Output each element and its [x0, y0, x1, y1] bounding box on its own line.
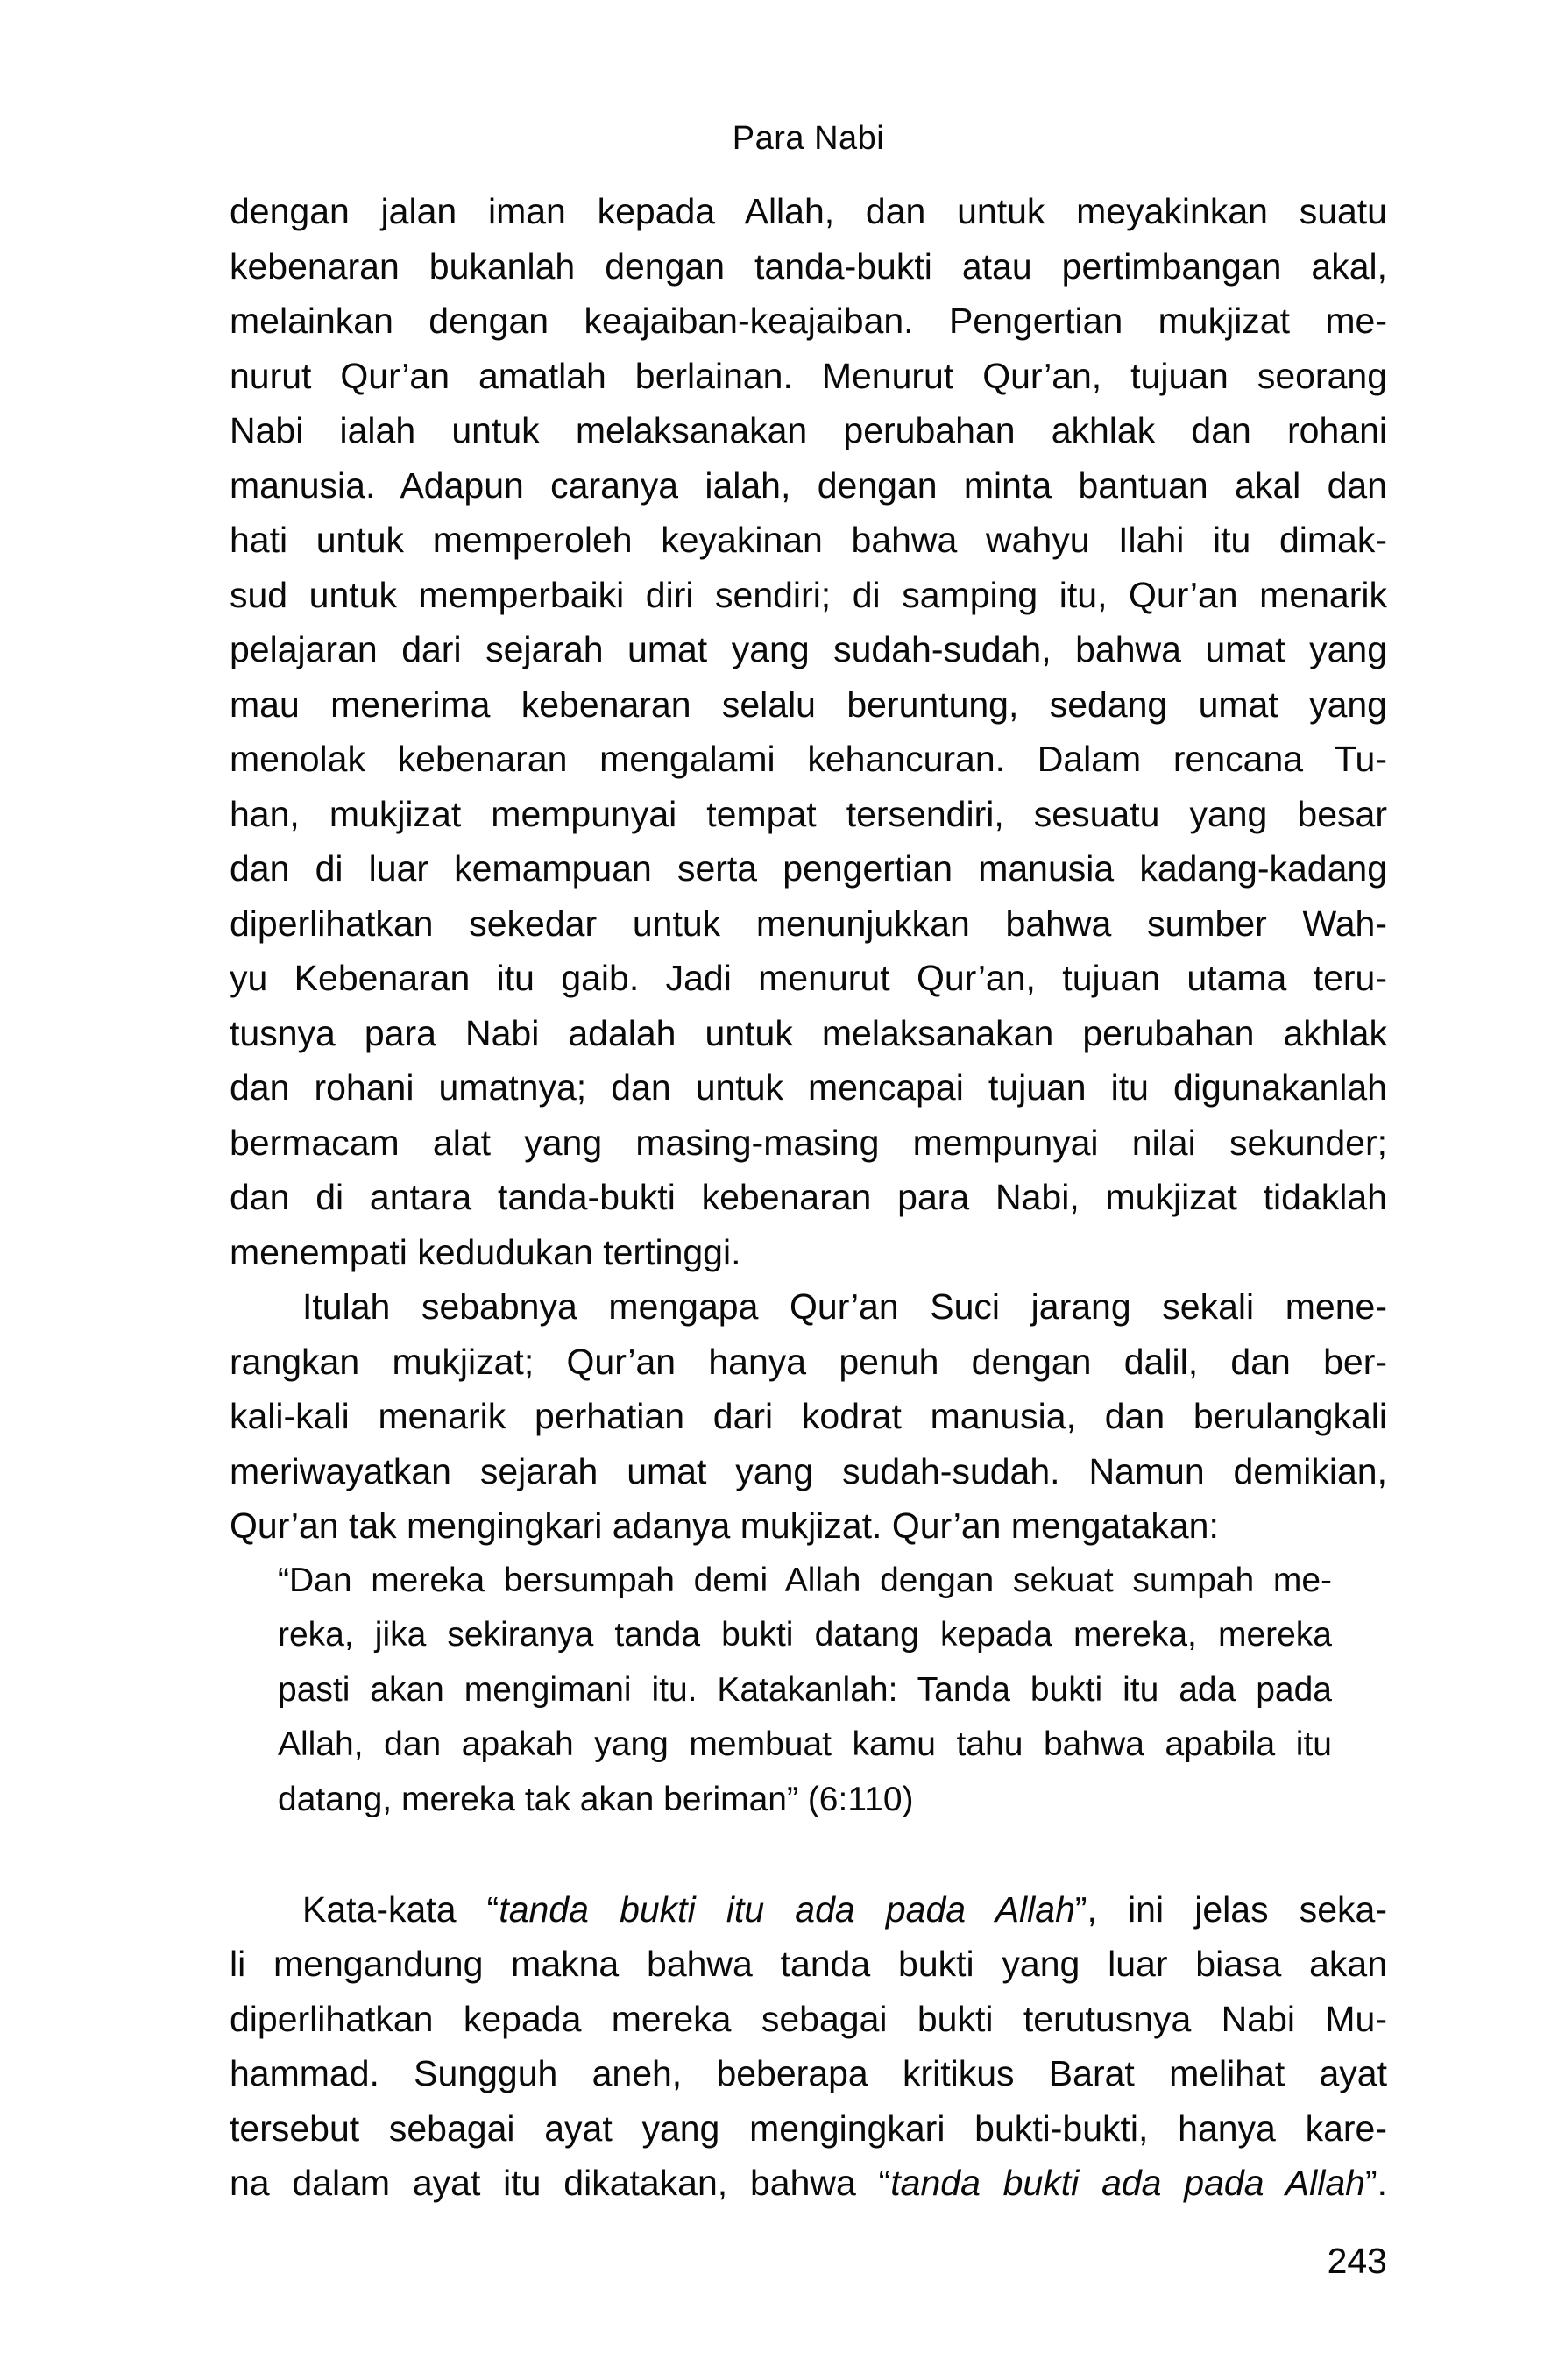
italic-phrase: tanda bukti itu ada pada Allah — [499, 1888, 1075, 1930]
text-line — [230, 1389, 1387, 1444]
text-segment: meriwayatkan sejarah umat yang sudah-sudah. Namun demikian, — [230, 1450, 1387, 1491]
text-line — [230, 403, 1387, 458]
text-segment: tusnya para Nabi adalah untuk melaksanakan perubahan akhlak — [230, 1012, 1387, 1053]
text-segment: bermacam alat yang masing-masing mempunyai nilai sekunder; — [230, 1122, 1387, 1163]
page-header-title: Para Nabi — [732, 120, 885, 157]
text-line — [230, 1116, 1387, 1171]
text-line — [230, 568, 1387, 623]
text-line — [230, 896, 1387, 952]
text-line — [278, 1554, 1332, 1609]
text-segment: dengan jalan iman kepada Allah, dan untuk meyakinkan suatu — [230, 191, 1387, 231]
text-segment: diperlihatkan kepada mereka sebagai bukti terutusnya Nabi Mu- — [230, 1998, 1387, 2039]
text-segment: mau menerima kebenaran selalu beruntung, sedang umat yang — [230, 684, 1387, 725]
text-line — [230, 458, 1387, 514]
italic-phrase: tanda bukti ada pada Allah — [890, 2163, 1365, 2203]
text-line — [230, 239, 1387, 294]
text-segment: Nabi ialah untuk melaksanakan perubahan akhlak dan rohani — [230, 410, 1387, 450]
text-line — [230, 1225, 1387, 1280]
text-segment: ”. — [1364, 2163, 1387, 2203]
text-line — [230, 677, 1387, 733]
text-segment: diperlihatkan sekedar untuk menunjukkan bahwa sumber Wah- — [230, 903, 1387, 944]
text-segment: na dalam ayat itu dikatakan, bahwa “ — [230, 2163, 891, 2203]
text-line — [230, 1882, 1387, 1937]
text-segment: pasti akan mengimani itu. Katakanlah: Tanda bukti itu ada pada — [278, 1670, 1332, 1709]
text-segment: rangkan mukjizat; Qur’an hanya penuh dengan dalil, dan ber- — [230, 1341, 1387, 1382]
text-line — [230, 1335, 1387, 1390]
text-line — [230, 841, 1387, 896]
text-line — [230, 622, 1387, 677]
text-segment: li mengandung makna bahwa tanda bukti yang luar biasa akan — [230, 1944, 1387, 1984]
text-segment: “Dan mereka bersumpah demi Allah dengan sekuat sumpah me- — [278, 1561, 1332, 1599]
text-line — [230, 184, 1387, 239]
paragraph-3 — [230, 1882, 1387, 2211]
paragraph-1 — [230, 184, 1387, 1279]
text-segment: dan di luar kemampuan serta pengertian manusia kadang-kadang — [230, 848, 1387, 889]
text-segment: ”, ini jelas seka- — [1074, 1888, 1387, 1930]
quran-quote-6-110 — [278, 1554, 1332, 1828]
text-segment: han, mukjizat mempunyai tempat tersendiri, sesuatu yang besar — [230, 793, 1387, 834]
text-line — [230, 732, 1387, 787]
text-line — [278, 1608, 1332, 1663]
text-segment: yu Kebenaran itu gaib. Jadi menurut Qur’an, tujuan utama teru- — [230, 958, 1387, 998]
text-line — [230, 1498, 1387, 1554]
text-segment: Qur’an tak mengingkari adanya mukjizat. Qur’an mengatakan: — [230, 1505, 1219, 1546]
text-line — [278, 1773, 1332, 1828]
text-segment: tersebut sebagai ayat yang mengingkari bukti-bukti, hanya kare- — [230, 2107, 1387, 2149]
text-segment: Itulah sebabnya mengapa Qur’an Suci jarang sekali mene- — [302, 1286, 1387, 1327]
text-line — [230, 951, 1387, 1006]
text-segment: dan rohani umatnya; dan untuk mencapai tujuan itu digunakanlah — [230, 1067, 1387, 1108]
text-segment: dan di antara tanda-bukti kebenaran para Nabi, mukjizat tidaklah — [230, 1177, 1387, 1217]
text-segment: manusia. Adapun caranya ialah, dengan minta bantuan akal dan — [230, 464, 1387, 506]
text-line — [230, 349, 1387, 404]
text-segment: pelajaran dari sejarah umat yang sudah-sudah, bahwa umat yang — [230, 629, 1387, 669]
page-number: 243 — [1327, 2241, 1387, 2281]
text-segment: hammad. Sungguh aneh, beberapa kritikus Barat melihat ayat — [230, 2053, 1387, 2093]
text-segment: nurut Qur’an amatlah berlainan. Menurut Qur’an, tujuan seorang — [230, 355, 1387, 396]
text-block — [230, 184, 1387, 2211]
text-line — [230, 513, 1387, 568]
text-segment: datang, mereka tak akan beriman” (6:110) — [278, 1780, 914, 1818]
text-line — [230, 1170, 1387, 1225]
text-line — [230, 1444, 1387, 1499]
text-segment: menolak kebenaran mengalami kehancuran. Dalam rencana Tu- — [230, 739, 1387, 779]
paragraph-2 — [230, 1279, 1387, 1554]
text-segment: Allah, dan apakah yang membuat kamu tahu bahwa apabila itu — [278, 1725, 1332, 1763]
text-line — [230, 2101, 1387, 2157]
text-line — [230, 2046, 1387, 2101]
text-segment: Kata-kata “ — [302, 1888, 499, 1930]
text-segment: menempati kedudukan tertinggi. — [230, 1231, 741, 1272]
text-line — [230, 1060, 1387, 1116]
text-segment: kebenaran bukanlah dengan tanda-bukti atau pertimbangan akal, — [230, 245, 1387, 287]
text-segment: melainkan dengan keajaiban-keajaiban. Pengertian mukjizat me- — [230, 301, 1387, 341]
text-segment: kali-kali menarik perhatian dari kodrat manusia, dan berulangkali — [230, 1396, 1387, 1436]
text-line — [230, 294, 1387, 349]
text-line — [278, 1663, 1332, 1718]
text-line — [230, 787, 1387, 842]
text-line — [230, 1992, 1387, 2047]
text-segment: reka, jika sekiranya tanda bukti datang kepada mereka, mereka — [278, 1616, 1332, 1654]
text-segment: hati untuk memperoleh keyakinan bahwa wahyu Ilahi itu dimak- — [230, 520, 1387, 560]
text-line — [230, 1279, 1387, 1335]
text-line — [230, 2156, 1387, 2211]
text-line — [230, 1937, 1387, 1992]
text-line — [278, 1718, 1332, 1773]
text-line — [230, 1006, 1387, 1061]
text-segment: sud untuk memperbaiki diri sendiri; di samping itu, Qur’an menarik — [230, 574, 1387, 615]
